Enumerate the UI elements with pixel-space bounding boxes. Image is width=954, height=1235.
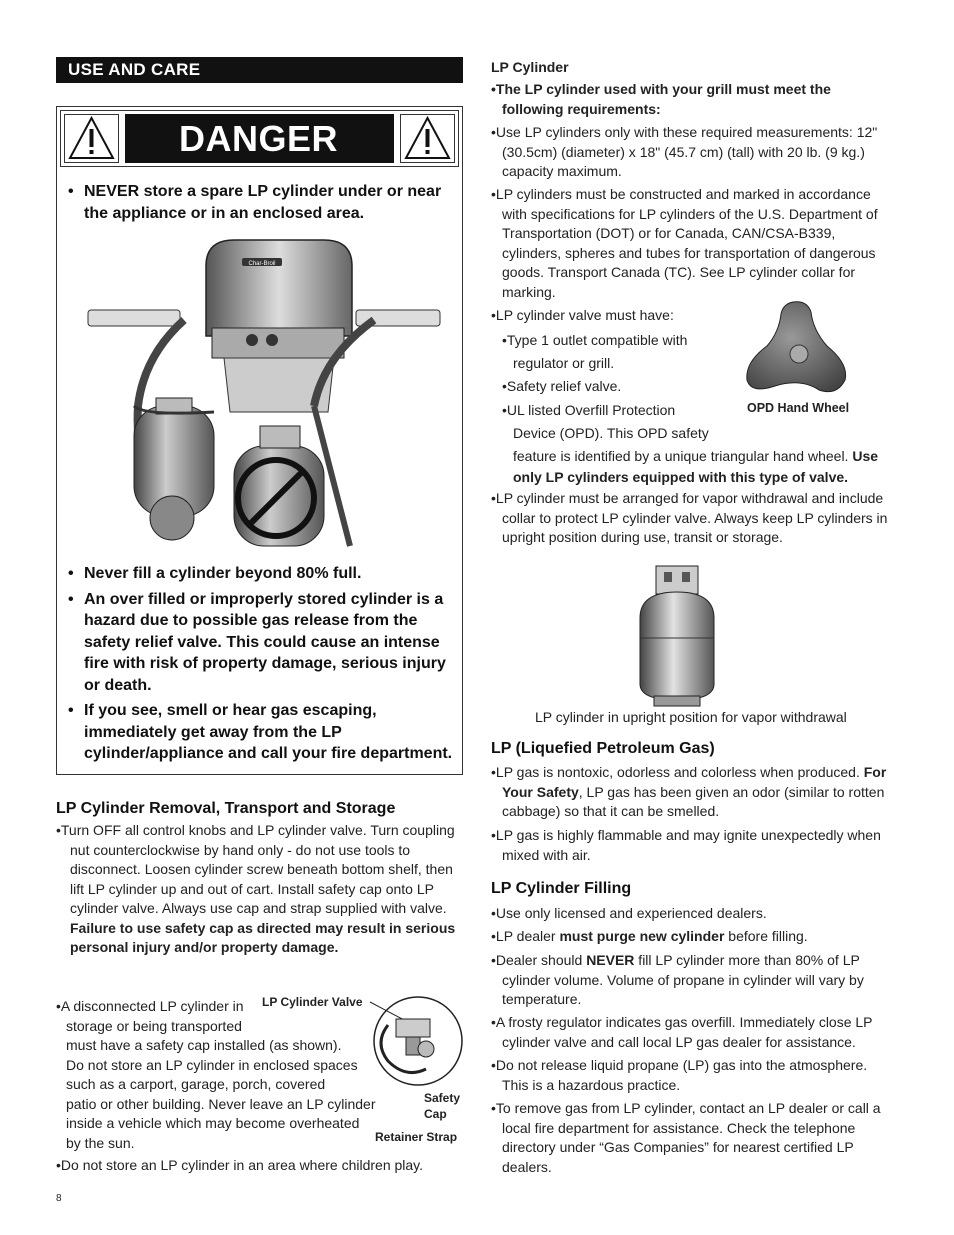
page-number: 8 bbox=[56, 1193, 62, 1204]
text-line: Transportation (DOT) or for Canada, CAN/CSA-B339, bbox=[502, 225, 836, 241]
text-line: personal injury and/or property damage. bbox=[70, 939, 339, 955]
text-line: •To remove gas from LP cylinder, contact an LP dealer or call a bbox=[491, 1100, 881, 1116]
text-line: (30.5cm) (diameter) x 18" (45.7 cm) (tall) with 20 lb. (9 kg.) bbox=[502, 143, 865, 160]
construction-paragraph bbox=[491, 185, 911, 302]
retainer-strap-label: Retainer Strap bbox=[375, 1130, 458, 1144]
safety-cap-label bbox=[424, 1090, 460, 1122]
text-line: storage or being transported bbox=[66, 1017, 242, 1034]
text-line: •A frosty regulator indicates gas overfill. Immediately close LP bbox=[491, 1014, 873, 1030]
text-line: For bbox=[863, 764, 887, 780]
text-line: dealers. bbox=[502, 1158, 552, 1175]
measurements-paragraph bbox=[491, 123, 911, 182]
section-header: USE AND CARE bbox=[56, 57, 463, 83]
upright-caption: LP cylinder in upright position for vapor withdrawal bbox=[535, 709, 847, 725]
lp-cylinder-heading: LP Cylinder bbox=[491, 59, 569, 75]
text-line: •Turn OFF all control knobs and LP cylinder valve. Turn coupling bbox=[56, 822, 455, 838]
text-line: such as a carport, garage, porch, covered bbox=[66, 1076, 326, 1092]
grill-brand: Char-Broil bbox=[248, 261, 276, 267]
text-line: local fire department for assistance. Check the telephone bbox=[502, 1119, 856, 1136]
text-line: •Type 1 outlet compatible with bbox=[502, 332, 688, 348]
children-line: •Do not store an LP cylinder in an area where children play. bbox=[56, 1157, 424, 1173]
text-line: before filling. bbox=[724, 928, 808, 944]
removal-paragraph bbox=[56, 821, 466, 958]
upright-cylinder-illustration bbox=[636, 558, 718, 708]
danger-bullets-top bbox=[58, 181, 453, 224]
text-line: Your Safety bbox=[502, 783, 579, 800]
danger-bullets-bottom bbox=[58, 563, 453, 765]
text-line: •LP dealer bbox=[491, 928, 560, 944]
text-line: temperature. bbox=[502, 991, 582, 1007]
lp-gas-heading: LP (Liquefied Petroleum Gas) bbox=[491, 740, 715, 757]
text-line: feature is identified by a unique triangular hand wheel. bbox=[513, 448, 853, 464]
text-line: fill LP cylinder more than 80% of LP bbox=[634, 952, 860, 968]
text-line: cylinder valve and call local LP gas dealer for assistance. bbox=[502, 1033, 856, 1050]
text-line: •A disconnected LP cylinder in bbox=[56, 998, 244, 1014]
frosty-paragraph bbox=[491, 1013, 911, 1052]
text-line: nut counterclockwise by hand only - do not use tools to bbox=[70, 841, 411, 858]
purge-line bbox=[491, 927, 808, 947]
never-paragraph bbox=[491, 951, 911, 1010]
text-line: directory under “Gas Companies” for nearest certified LP bbox=[502, 1139, 854, 1155]
grill-illustration bbox=[84, 236, 444, 552]
text-line: lift LP cylinder up and out of cart. Install safety cap onto LP bbox=[70, 880, 434, 897]
text-line: Failure to use safety cap as directed may result in serious bbox=[70, 919, 456, 936]
filling-heading: LP Cylinder Filling bbox=[491, 880, 632, 897]
text-line: •Dealer should bbox=[491, 952, 587, 968]
danger-banner bbox=[60, 110, 459, 167]
vapor-paragraph bbox=[491, 489, 911, 548]
danger-bullet: • NEVER store a spare LP cylinder under or near the appliance or in an enclosed area. bbox=[58, 181, 453, 224]
removal-heading: LP Cylinder Removal, Transport and Storage bbox=[56, 800, 396, 817]
text-line: must have a safety cap installed (as shown). bbox=[66, 1037, 342, 1053]
danger-title: DANGER bbox=[125, 114, 394, 163]
text-line: upright position during use, transit or storage. bbox=[502, 529, 783, 545]
text-line: marking. bbox=[502, 283, 556, 300]
text-line: mixed with air. bbox=[502, 846, 591, 863]
text-line: capacity maximum. bbox=[502, 163, 622, 179]
text-line: •LP gas is highly flammable and may ignite unexpectedly when bbox=[491, 827, 881, 843]
text-line: with specifications for LP cylinders of the U.S. Department of bbox=[502, 205, 878, 222]
safety-cap-diagram bbox=[366, 995, 464, 1089]
danger-bullet: • Never fill a cylinder beyond 80% full. bbox=[58, 563, 453, 585]
text-line: Do not store an LP cylinder in enclosed spaces bbox=[66, 1056, 358, 1073]
text-line: cabbage) so that it can be smelled. bbox=[502, 803, 720, 819]
text-line: patio or other building. Never leave an LP cylinder bbox=[66, 1095, 376, 1112]
opd-hand-wheel-icon bbox=[745, 300, 851, 396]
text-line: cylinders, spheres and tubes for transportation of dangerous bbox=[502, 244, 876, 261]
text-line: cylinder valve. Always use cap and strap supplied with valve. bbox=[70, 900, 447, 916]
remove-paragraph bbox=[491, 1099, 911, 1177]
text-line: following requirements: bbox=[502, 100, 661, 117]
text-line: disconnect. Loosen cylinder screw beneath bottom shelf, then bbox=[70, 861, 453, 877]
text-line: •UL listed Overfill Protection bbox=[502, 401, 676, 418]
text-line: •Safety relief valve. bbox=[502, 378, 622, 395]
text-line: •LP cylinders must be constructed and marked in accordance bbox=[491, 186, 871, 202]
text-line: , LP gas has been given an odor (similar to rotten bbox=[578, 783, 885, 800]
text-line: This is a hazardous practice. bbox=[502, 1076, 681, 1093]
danger-bullet: • An over filled or improperly stored cylinder is a hazard due to possible gas release from the safety relief valve. This could cause an intense fire with risk of property damage, serious injury or death. bbox=[58, 589, 453, 697]
text-line: goods. Transport Canada (TC). See LP cylinder collar for bbox=[502, 264, 856, 280]
requirements-intro bbox=[491, 80, 911, 119]
text-line: only LP cylinders equipped with this type of valve. bbox=[513, 469, 849, 485]
text-line: •Do not release liquid propane (LP) gas into the atmosphere. bbox=[491, 1057, 868, 1073]
text-line: •LP gas is nontoxic, odorless and colorless when produced. bbox=[491, 764, 864, 780]
text-line: collar to protect LP cylinder valve. Always keep LP cylinders in bbox=[502, 509, 888, 526]
valve-intro: •LP cylinder valve must have: bbox=[491, 307, 674, 323]
text-line: •Use LP cylinders only with these required measurements: 12" bbox=[491, 124, 878, 140]
text-line: •LP cylinder must be arranged for vapor withdrawal and include bbox=[491, 490, 884, 506]
text-line: Use bbox=[852, 448, 879, 464]
valve-label: LP Cylinder Valve bbox=[262, 995, 363, 1009]
opd-paragraph bbox=[513, 446, 903, 488]
valve-items bbox=[502, 329, 722, 445]
warning-triangle-icon bbox=[64, 114, 119, 163]
danger-bullet: • If you see, smell or hear gas escaping, immediately get away from the LP cylinder/appliance and call your fire department. bbox=[58, 700, 453, 765]
text-line: by the sun. bbox=[66, 1134, 135, 1151]
text-line: Cap bbox=[424, 1107, 447, 1121]
disconnected-paragraph bbox=[56, 997, 386, 1153]
text-line: NEVER bbox=[586, 952, 635, 968]
release-paragraph bbox=[491, 1056, 911, 1095]
text-line: cylinder volume. Volume of propane in cylinder will vary by bbox=[502, 971, 864, 988]
text-line: Safety bbox=[424, 1091, 461, 1105]
dealers-line: •Use only licensed and experienced dealers. bbox=[491, 905, 767, 921]
text-line: •The LP cylinder used with your grill must meet the bbox=[491, 81, 831, 97]
text-line: must purge new cylinder bbox=[559, 928, 725, 944]
text-line: inside a vehicle which may become overheated bbox=[66, 1115, 360, 1131]
opd-caption: OPD Hand Wheel bbox=[747, 401, 850, 415]
text-line: Device (OPD). This OPD safety bbox=[513, 424, 709, 441]
lp-gas-paragraph bbox=[491, 763, 911, 822]
warning-triangle-icon bbox=[400, 114, 455, 163]
text-line: regulator or grill. bbox=[513, 355, 615, 372]
flammable-paragraph bbox=[491, 826, 911, 865]
